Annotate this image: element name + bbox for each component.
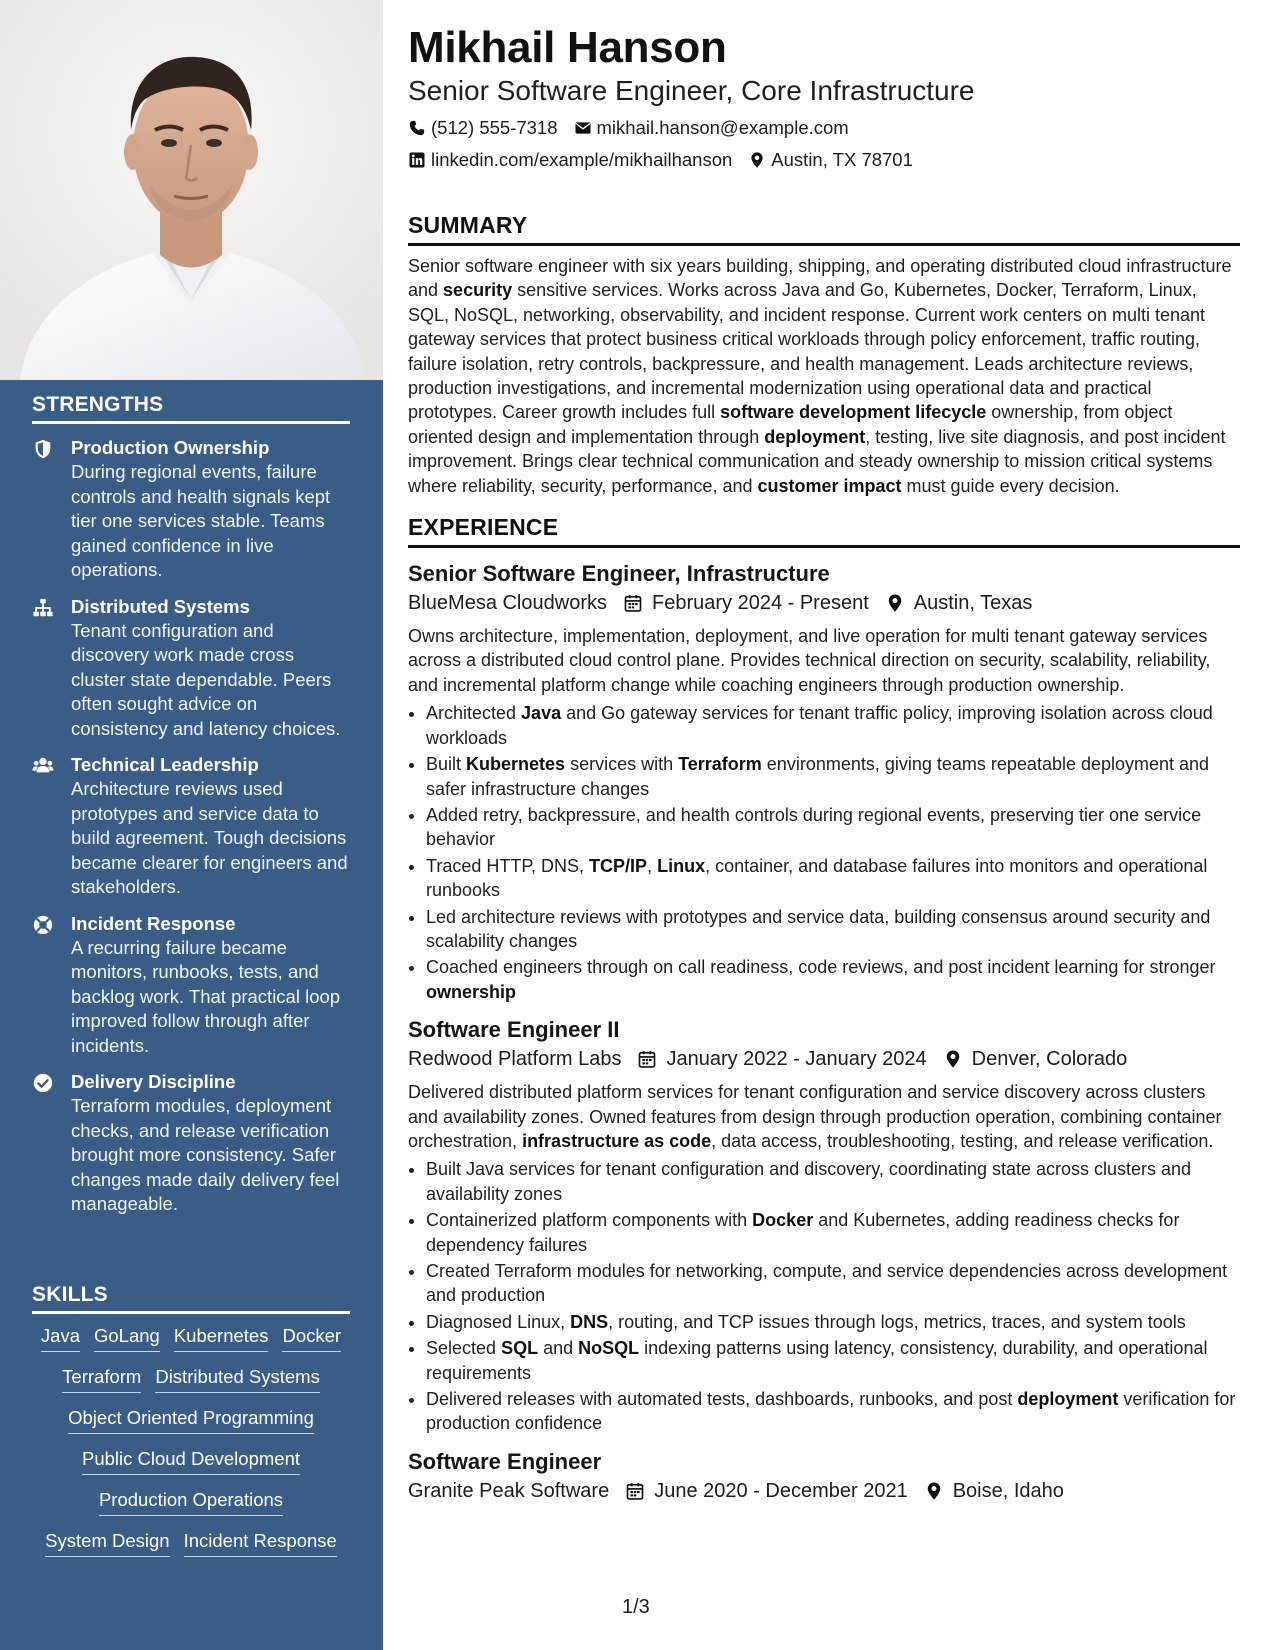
skill-tag: Object Oriented Programming (68, 1406, 314, 1434)
skill-tag: System Design (45, 1529, 169, 1557)
job-dates-wrap (637, 1044, 926, 1074)
job-entry (408, 1448, 1240, 1506)
job-location-wrap (943, 1044, 1128, 1074)
bold-keyword: Terraform (678, 754, 762, 775)
job-title: Software Engineer (408, 1448, 602, 1474)
calendar-icon (625, 1481, 645, 1501)
contact-location (748, 149, 913, 171)
bold-keyword: infrastructure as code (522, 1130, 712, 1151)
map-pin-icon (924, 1481, 944, 1501)
job-dates-wrap (625, 1476, 908, 1506)
bold-keyword: security (443, 280, 513, 301)
sitemap-icon (32, 597, 54, 619)
bullet-item (426, 701, 1240, 750)
envelope-icon (574, 119, 592, 137)
job-dates: June 2020 - December 2021 (654, 1479, 908, 1502)
strength-text: Architecture reviews used prototypes and service data to build agreement. Tough decisions became clearer for engineers and stakeholders. (71, 778, 348, 897)
strength-title: Incident Response (71, 912, 236, 934)
text-run: sensitive services. Works across Java and Go, Kubernetes, Docker, Terraform, Linux, SQL, NoSQL, networking, observability, and incident response. Current work centers on multi tenant gateway services that protect business critical workloads through policy enforcement, traffic routing, failure isolation, retry controls, backpressure, and health management. Leads architecture reviews, production investigations, and incremental modernization using operational data and practical prototypes. Career growth includes full (408, 280, 1206, 423)
strength-text: During regional events, failure controls and health signals kept tier one services stable. Teams gained confidence in live operations. (71, 461, 331, 580)
strength-item (32, 912, 350, 1059)
page-number: 1/3 (622, 1596, 650, 1618)
map-pin-icon (885, 593, 905, 613)
text-run: and (538, 1338, 579, 1359)
skill-tag: Kubernetes (174, 1324, 269, 1352)
experience-heading: EXPERIENCE (408, 514, 1240, 548)
text-run: Architected (426, 703, 522, 724)
calendar-icon (637, 1049, 657, 1069)
job-title: Senior Software Engineer, Infrastructure (408, 561, 830, 587)
bold-keyword: DNS (570, 1311, 609, 1332)
summary-heading: SUMMARY (408, 212, 1240, 246)
text-run: Led architecture reviews with prototypes and service data, building consensus around security and scalability changes (426, 906, 1211, 951)
text-run: Delivered distributed platform services for tenant configuration and service discovery across clusters and availability zones. Owned features from design through production operation, combining container orchestration, (408, 1082, 1222, 1151)
bullet-item (426, 1157, 1240, 1206)
users-icon (32, 755, 54, 777)
job-meta (408, 1044, 1240, 1074)
job-dates: January 2022 - January 2024 (666, 1048, 927, 1071)
strengths-section (32, 393, 350, 1229)
skill-tag: Docker (282, 1324, 341, 1352)
job-bullets (408, 1157, 1240, 1435)
job-location: Boise, Idaho (952, 1479, 1064, 1502)
job-title: Software Engineer II (408, 1017, 620, 1043)
bullet-item (426, 1208, 1240, 1257)
strength-item (32, 753, 350, 900)
job-dates-wrap (623, 588, 869, 618)
bold-keyword: deployment (1017, 1389, 1119, 1410)
strength-text: Terraform modules, deployment checks, and release verification brought more consistency. Safer changes made daily delivery feel manageable. (71, 1095, 340, 1214)
map-pin-icon (943, 1049, 963, 1069)
text-run: Created Terraform modules for networking, compute, and service dependencies across development and production (426, 1261, 1228, 1306)
strengths-heading: STRENGTHS (32, 393, 350, 424)
bold-keyword: Docker (752, 1210, 814, 1231)
skills-list (32, 1324, 350, 1557)
map-pin-icon (748, 151, 766, 169)
skill-tag: Terraform (62, 1365, 141, 1393)
strength-item (32, 436, 350, 583)
strength-title: Production Ownership (71, 437, 270, 458)
bullet-item (426, 1310, 1240, 1334)
text-run: , routing, and TCP issues through logs, metrics, traces, and system tools (608, 1311, 1186, 1332)
bold-keyword: SQL (501, 1338, 539, 1359)
contact-row (408, 149, 1240, 171)
text-run: Diagnosed Linux, (426, 1311, 571, 1332)
bold-keyword: deployment (764, 426, 866, 447)
text-run: indexing patterns using latency, consistency, durability, and operational requirements (426, 1338, 1208, 1383)
bold-keyword: NoSQL (578, 1338, 640, 1359)
skill-tag: Java (41, 1324, 80, 1352)
bullet-item (426, 752, 1240, 801)
skill-tag: Production Operations (99, 1488, 283, 1516)
strength-title: Technical Leadership (71, 754, 259, 775)
job-company: BlueMesa Cloudworks (408, 592, 607, 615)
strength-item (32, 1070, 350, 1217)
skill-tag: Public Cloud Development (82, 1447, 300, 1475)
bullet-item (426, 1336, 1240, 1385)
text-run: verification for production confidence (426, 1389, 1236, 1434)
job-entry (408, 560, 1240, 1004)
text-run: Senior software engineer with six years building, shipping, and operating distributed cloud infrastructure and (408, 256, 1232, 301)
profile-photo (0, 0, 383, 380)
bold-keyword: TCP/IP (589, 855, 648, 876)
job-location: Denver, Colorado (971, 1048, 1128, 1071)
text-run: Selected (426, 1338, 502, 1359)
text-run: Coached engineers through on call readiness, code reviews, and post incident learning for stronger (426, 957, 1216, 978)
check-circle-icon (32, 1072, 54, 1094)
job-entry (408, 1016, 1240, 1436)
linkedin-text[interactable]: linkedin.com/example/mikhailhanson (431, 149, 733, 170)
experience-section (408, 514, 1240, 1506)
text-run: , (647, 855, 658, 876)
phone-text: (512) 555-7318 (431, 117, 558, 138)
bullet-item (426, 1259, 1240, 1308)
strength-text: Tenant configuration and discovery work made cross cluster state dependable. Peers often sought advice on consistency and latency choices. (71, 619, 341, 739)
contact-email[interactable] (574, 117, 849, 139)
job-meta (408, 588, 1240, 618)
bullet-item (426, 905, 1240, 954)
text-run: Traced HTTP, DNS, (426, 855, 590, 876)
job-company: Redwood Platform Labs (408, 1048, 622, 1071)
strength-title: Distributed Systems (71, 595, 250, 617)
job-location-wrap (885, 588, 1033, 618)
phone-icon (408, 119, 426, 137)
skill-tag: Incident Response (184, 1529, 337, 1557)
text-run: environments, giving teams repeatable deployment and safer infrastructure changes (426, 754, 1210, 799)
bold-keyword: Linux (657, 855, 706, 876)
text-run: Built Java services for tenant configuration and discovery, coordinating state across clusters and availability zones (426, 1159, 1192, 1204)
summary-paragraph (408, 254, 1240, 498)
text-run: and Go gateway services for tenant traffic policy, improving isolation across cloud workloads (426, 703, 1213, 748)
bold-keyword: customer impact (757, 475, 902, 496)
text-run: ownership, from object oriented design and implementation through (408, 402, 1173, 447)
skill-tag: GoLang (94, 1324, 160, 1352)
contact-row (408, 117, 1240, 139)
candidate-headline: Senior Software Engineer, Core Infrastructure (408, 75, 975, 106)
job-bullets (408, 701, 1240, 1004)
main-content (408, 22, 1240, 1506)
text-run: and Kubernetes, adding readiness checks for dependency failures (426, 1210, 1180, 1255)
bold-keyword: Kubernetes (466, 754, 566, 775)
job-description (408, 1080, 1240, 1153)
strength-title: Delivery Discipline (71, 1071, 236, 1092)
shield-icon (32, 438, 54, 460)
bold-keyword: Java (521, 703, 562, 724)
bullet-item (426, 854, 1240, 903)
linkedin-icon (408, 151, 426, 169)
candidate-name: Mikhail Hanson (408, 23, 727, 72)
skills-section (32, 1283, 350, 1570)
job-company: Granite Peak Software (408, 1479, 610, 1502)
text-run: Built (426, 754, 467, 775)
calendar-icon (623, 593, 643, 613)
text-run: , container, and database failures into monitors and operational runbooks (426, 855, 1208, 901)
text-run: , data access, troubleshooting, testing, and release verification. (711, 1130, 1214, 1151)
bold-keyword: ownership (426, 981, 517, 1002)
job-location-wrap (924, 1476, 1064, 1506)
summary-section (408, 212, 1240, 498)
bullet-item (426, 803, 1240, 852)
contact-phone (408, 117, 558, 139)
lifebuoy-icon (32, 914, 54, 936)
job-meta (408, 1476, 1240, 1506)
job-description: Owns architecture, implementation, deployment, and live operation for multi tenant gateway services across a distributed cloud control plane. Provides technical direction on security, scalability, reliability, and incremental platform change while coaching engineers through production ownership. (408, 626, 1211, 695)
skill-tag: Distributed Systems (155, 1365, 320, 1393)
text-run: Delivered releases with automated tests, dashboards, runbooks, and post (426, 1389, 1018, 1410)
skills-heading: SKILLS (32, 1283, 350, 1314)
text-run: Added retry, backpressure, and health controls during regional events, preserving tier one service behavior (426, 804, 1202, 850)
text-run: Containerized platform components with (426, 1210, 753, 1231)
contact-linkedin[interactable] (408, 149, 732, 171)
bold-keyword: software development lifecycle (720, 402, 987, 423)
text-run: , testing, live site diagnosis, and post incident improvement. Brings clear technical communication and steady ownership to mission critical systems where reliability, security, performance, and (408, 426, 1226, 496)
job-location: Austin, Texas (913, 592, 1033, 615)
job-dates: February 2024 - Present (651, 592, 869, 615)
location-text: Austin, TX 78701 (771, 149, 913, 170)
email-text[interactable]: mikhail.hanson@example.com (596, 117, 849, 138)
bullet-item (426, 1387, 1240, 1436)
text-run: services with (565, 754, 679, 775)
strength-item (32, 595, 350, 742)
strength-text: A recurring failure became monitors, runbooks, tests, and backlog work. That practical loop improved follow through after incidents. (71, 936, 341, 1056)
text-run: must guide every decision. (901, 475, 1120, 496)
sidebar (0, 0, 383, 1650)
bullet-item (426, 955, 1240, 1004)
